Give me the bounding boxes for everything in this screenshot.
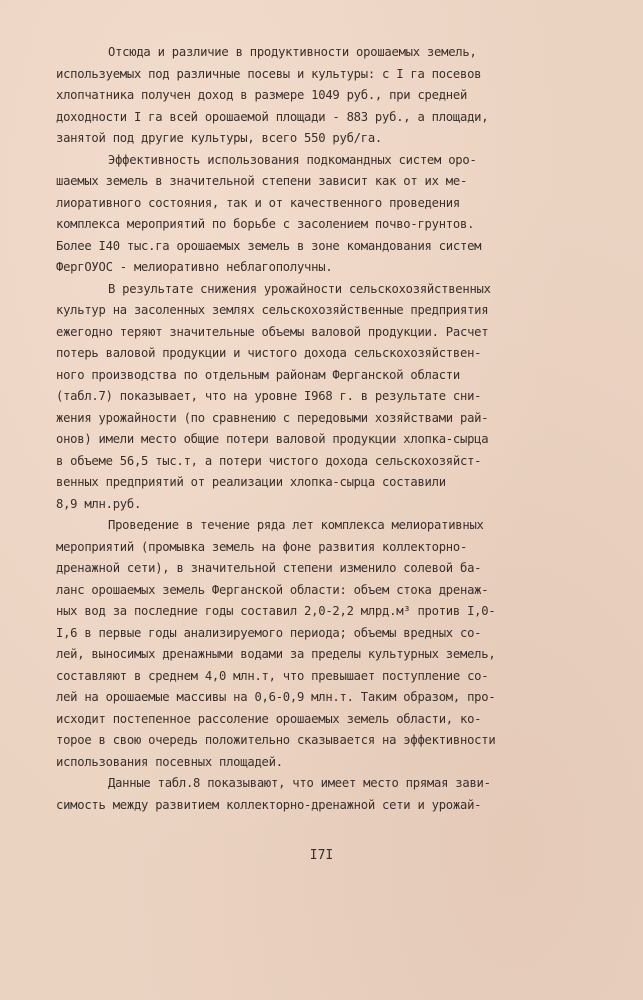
text-line: Проведение в течение ряда лет комплекса мелиоративных (108, 518, 484, 532)
text-line: в объеме 56,5 тыс.т, а потери чистого дохода сельскохозяйст- (56, 453, 482, 468)
text-line: Эффективность использования подкомандных систем оро- (108, 152, 477, 167)
text-line: мероприятий (промывка земель на фоне развития коллекторно- (56, 539, 468, 554)
body-text (56, 42, 578, 816)
text-line: лей на орошаемые массивы на 0,6-0,9 млн.т. Таким образом, про- (56, 690, 496, 704)
text-line: торое в свою очередь положительно сказывается на эффективности (56, 733, 496, 747)
text-line: (табл.7) показывает, что на уровне I968 г. в результате сни- (56, 389, 482, 403)
text-line: шаемых земель в значительной степени зависит как от их ме- (56, 174, 468, 188)
text-line: Данные табл.8 показывают, что имеет место прямая зави- (108, 776, 491, 790)
text-line: лей, выносимых дренажными водами за пределы культурных земель, (56, 647, 496, 661)
text-line: I,6 в первые годы анализируемого периода; объемы вредных со- (56, 625, 482, 640)
text-line: онов) имели место общие потери валовой продукции хлопка-сырца (56, 432, 489, 446)
text-line: используемых под различные посевы и культуры: с I га посевов (56, 66, 482, 81)
text-line: исходит постепенное рассоление орошаемых земель области, ко- (56, 711, 482, 726)
text-line: ланс орошаемых земель Ферганской области: объем стока дренаж- (56, 582, 489, 597)
text-line: комплекса мероприятий по борьбе с засолением почво-грунтов. (56, 217, 475, 231)
text-line: занятой под другие культуры, всего 550 руб/га. (56, 131, 383, 145)
text-line: В результате снижения урожайности сельскохозяйственных (108, 281, 491, 296)
page-number: I7I (309, 848, 334, 863)
text-line: ного производства по отдельным районам Ферганской области (56, 367, 460, 382)
text-line: составляют в среднем 4,0 млн.т, что превышает поступление со- (56, 668, 489, 683)
text-line: дренажной сети), в значительной степени изменило солевой ба- (56, 561, 482, 575)
text-line: Отсюда и различие в продуктивности орошаемых земель, (108, 45, 477, 59)
text-line: ежегодно теряют значительные объемы валовой продукции. Расчет (56, 324, 489, 339)
text-line: венных предприятий от реализации хлопка-сырца составили (56, 475, 446, 489)
text-line: Более I40 тыс.га орошаемых земель в зоне командования систем (56, 238, 482, 253)
text-line: 8,9 млн.руб. (56, 496, 142, 511)
text-line: жения урожайности (по сравнению с передовыми хозяйствами рай- (56, 410, 489, 425)
text-line: культур на засоленных землях сельскохозяйственные предприятия (56, 303, 489, 317)
text-line: ных вод за последние годы составил 2,0-2,2 млрд.м³ против I,0- (56, 604, 496, 618)
text-line: ФергОУОС - мелиоративно неблагополучны. (56, 260, 333, 274)
text-line: доходности I га всей орошаемой площади - 883 руб., а площади, (56, 109, 489, 124)
text-line: хлопчатника получен доход в размере 1049 руб., при средней (56, 88, 468, 102)
text-line: симость между развитием коллекторно-дренажной сети и урожай- (56, 797, 482, 812)
text-line: потерь валовой продукции и чистого дохода сельскохозяйствен- (56, 346, 482, 360)
text-line: лиоративного состояния, так и от качественного проведения (56, 195, 460, 210)
text-line: использования посевных площадей. (56, 754, 283, 769)
